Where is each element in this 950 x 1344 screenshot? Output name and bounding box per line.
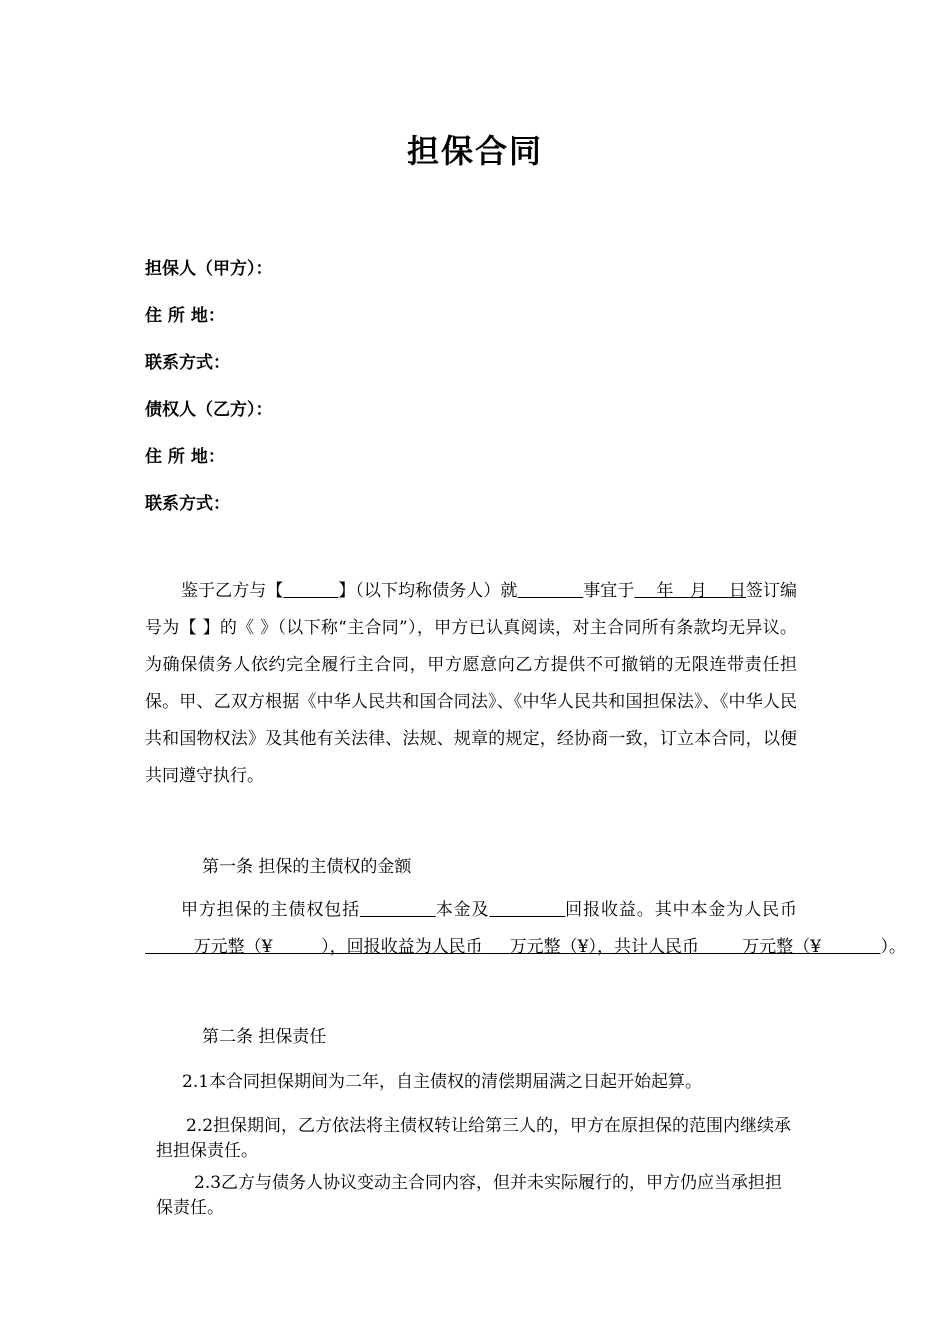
article-2-heading: 第二条 担保责任: [202, 1027, 327, 1047]
creditor-address-label: 住 所 地：: [145, 447, 225, 467]
creditor-label: 债权人（乙方）：: [145, 400, 273, 420]
guarantor-label: 担保人（甲方）：: [145, 259, 273, 279]
preamble-paragraph: 鉴于乙方与【 】（以下均称债务人）就 事宜于 年 月 日签订编号为【 】的《 》（以下称“主合同”），甲方已认真阅读，对主合同所有条款均无异议。为确保债务人依约完全履行主合同，甲方愿意向乙方提供不可撤销的无限连带责任担保。甲、乙双方根据《中华人民共和国合同法》、《中华人民共和国担保法》、《中华人民共和国物权法》及其他有关法律、法规、规章的规定，经协商一致，订立本合同，以便共同遵守执行。: [145, 581, 798, 786]
guarantor-contact-label: 联系方式：: [145, 353, 230, 373]
guarantor-address-label: 住 所 地：: [145, 306, 225, 326]
article-1-heading: 第一条 担保的主债权的金额: [202, 857, 412, 877]
article-1-paragraph: 甲方担保的主债权包括 本金及 回报收益。其中本金为人民币 万元整（¥ ），回报收益为人民币 万元整（¥），共计人民币 万元整（¥ ）。: [181, 900, 906, 957]
clause-2-2: 2.2担保期间，乙方依法将主债权转让给第三人的，甲方在原担保的范围内继续承担担保责任。: [156, 1116, 792, 1161]
clause-2-3: 2.3乙方与债务人协议变动主合同内容，但并未实际履行的，甲方仍应当承担担保责任。: [156, 1173, 783, 1218]
document-title: 担保合同: [406, 132, 543, 170]
clause-2-1: 2.1本合同担保期间为二年，自主债权的清偿期届满之日起开始起算。: [182, 1072, 703, 1092]
creditor-contact-label: 联系方式：: [145, 494, 230, 514]
